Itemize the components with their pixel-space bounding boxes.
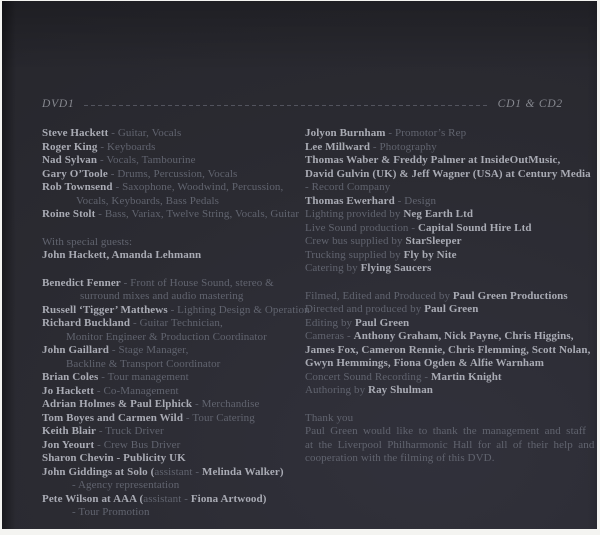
credit-text-role: - Promotor’s Rep bbox=[385, 127, 467, 139]
credit-text-name: StarSleeper bbox=[405, 235, 462, 247]
credit-line bbox=[305, 222, 581, 236]
credit-text-name: John Giddings at Solo ( bbox=[42, 465, 155, 478]
credit-line bbox=[42, 195, 306, 209]
credit-line bbox=[42, 425, 306, 439]
credit-text-name: Nad Sylvan bbox=[42, 154, 98, 166]
credit-line bbox=[42, 412, 306, 426]
credit-line bbox=[42, 277, 306, 291]
credit-text-role: Live Sound production - bbox=[305, 221, 418, 234]
credit-line bbox=[305, 438, 595, 453]
credit-text-role: - Design bbox=[394, 194, 437, 207]
credit-text-name: Ray Shulman bbox=[368, 384, 434, 396]
credit-text-name: Richard Buckland bbox=[42, 317, 131, 329]
credit-text-role: - Tour Promotion bbox=[72, 506, 150, 518]
credit-line bbox=[42, 290, 306, 304]
credit-text-role: Crew bus supplied by bbox=[305, 235, 406, 247]
credit-text-role: Directed and produced by bbox=[305, 303, 425, 315]
credit-text-name: Anthony Graham, Nick Payne, Chris Higgins, bbox=[353, 330, 574, 342]
dvd1-label: DVD1 bbox=[42, 98, 75, 110]
credit-text-name: Neg Earth Ltd bbox=[403, 208, 474, 220]
credit-text-role: - Photography bbox=[370, 140, 437, 153]
credit-text-name: Rob Townsend bbox=[42, 181, 113, 193]
credit-line bbox=[42, 466, 306, 480]
credit-text-name: Brian Coles bbox=[42, 371, 99, 383]
credit-line bbox=[305, 330, 581, 344]
credit-text-name: Roine Stolt bbox=[42, 208, 96, 220]
credit-line bbox=[42, 452, 306, 466]
credits-column-right bbox=[305, 127, 595, 466]
credit-line bbox=[42, 331, 306, 345]
credit-line bbox=[305, 290, 581, 304]
credit-text-name: Paul Green bbox=[424, 303, 479, 315]
credit-text-role: - Keyboards bbox=[97, 140, 156, 153]
credit-line bbox=[305, 154, 581, 168]
credit-line bbox=[42, 168, 306, 182]
credit-line bbox=[305, 262, 581, 276]
credit-line bbox=[42, 249, 306, 263]
credit-text-role: - Co-Management bbox=[94, 384, 179, 397]
credit-text-role: cooperation with the filming of this DVD. bbox=[305, 452, 495, 464]
credit-text-name: Keith Blair bbox=[42, 425, 96, 437]
credit-text-name: Benedict Fenner bbox=[42, 276, 121, 289]
credit-line bbox=[305, 195, 581, 209]
credit-text-name: Russell ‘Tigger’ Matthews bbox=[42, 303, 168, 316]
credit-text-role: Filmed, Edited and Produced by bbox=[305, 289, 453, 302]
credit-text-role: - Record Company bbox=[305, 181, 391, 193]
credit-text-role: - Saxophone, Woodwind, Percussion, bbox=[112, 181, 284, 193]
credit-line bbox=[305, 317, 581, 331]
credit-line bbox=[42, 371, 306, 385]
divider-dashed-line bbox=[84, 105, 489, 106]
credit-line bbox=[305, 235, 581, 249]
credit-text-name: Jolyon Burnham bbox=[305, 127, 386, 139]
credit-text-name: Tom Boyes and Carmen Wild bbox=[42, 411, 184, 424]
credit-text-role: With special guests: bbox=[42, 235, 133, 248]
section-divider bbox=[42, 98, 563, 110]
credit-line bbox=[305, 303, 581, 317]
credit-text-role: - Agency representation bbox=[72, 479, 180, 491]
credit-line bbox=[305, 412, 581, 426]
credit-text-role: Paul Green would like to thank the management and staff bbox=[305, 425, 587, 437]
credit-text-name: David Gulvin (UK) & Jeff Wagner (USA) at Century Media bbox=[305, 167, 591, 180]
credit-line bbox=[305, 167, 591, 182]
credit-text-role: - Drums, Percussion, Vocals bbox=[107, 167, 238, 180]
credit-text-name: Melinda Walker) bbox=[201, 465, 284, 478]
credit-text-name: Sharon Chevin - Publicity UK bbox=[42, 452, 186, 464]
credit-text-name: Gary O’Toole bbox=[42, 167, 108, 180]
credit-line bbox=[305, 357, 581, 371]
credit-text-name: Roger King bbox=[42, 140, 98, 153]
credit-text-name: Paul Green bbox=[355, 316, 410, 329]
credit-line bbox=[305, 141, 581, 155]
credit-text-name: Gwyn Hemmings, Fiona Ogden & Alfie Warnham bbox=[305, 357, 544, 369]
credit-text-role: - Tour Catering bbox=[183, 411, 255, 424]
credit-text-role: Monitor Engineer & Production Coordinator bbox=[66, 330, 267, 343]
credit-text-role: Catering by bbox=[305, 262, 361, 274]
credit-text-name: Flying Saucers bbox=[360, 262, 432, 274]
credit-line bbox=[42, 236, 306, 250]
credit-text-name: Fiona Artwood) bbox=[190, 492, 267, 505]
credit-text-role: - Front of House Sound, stereo & bbox=[120, 276, 274, 289]
credit-line bbox=[42, 358, 306, 372]
credit-text-name: Thomas Ewerhard bbox=[305, 194, 395, 207]
credit-text-role: Concert Sound Recording - bbox=[305, 370, 432, 383]
credit-text-name: Pete Wilson at AAA ( bbox=[42, 492, 144, 505]
credit-text-role: assistant - bbox=[154, 465, 202, 478]
credit-line bbox=[305, 452, 581, 466]
credit-text-name: Thomas Waber & Freddy Palmer at InsideOutMusic, bbox=[305, 154, 561, 166]
credit-text-name: Fly by Nite bbox=[403, 248, 457, 261]
credit-text-name: Adrian Holmes & Paul Elphick bbox=[42, 398, 193, 410]
credit-text-role: - Vocals, Tambourine bbox=[97, 154, 196, 166]
credit-line bbox=[305, 181, 581, 195]
credit-text-role: - Tour management bbox=[98, 371, 189, 383]
credit-line bbox=[42, 344, 306, 358]
credit-text-role: - Guitar Technician, bbox=[130, 317, 223, 329]
credit-line bbox=[42, 398, 306, 412]
credit-line bbox=[42, 181, 306, 195]
credit-text-role: Cameras - bbox=[305, 330, 354, 342]
credit-text-role: Lighting provided by bbox=[305, 208, 404, 220]
credit-line bbox=[42, 479, 306, 493]
credit-line bbox=[42, 208, 306, 222]
credit-line bbox=[42, 493, 306, 507]
credit-line bbox=[42, 439, 306, 453]
credits-column-left bbox=[42, 127, 310, 520]
credit-line bbox=[42, 303, 310, 318]
credit-text-name: Martin Knight bbox=[431, 370, 502, 383]
credit-line bbox=[305, 127, 581, 141]
credit-text-role: - Crew Bus Driver bbox=[94, 438, 181, 451]
credit-line bbox=[42, 127, 306, 141]
credit-line bbox=[305, 249, 581, 263]
credit-text-name: Jon Yeourt bbox=[42, 438, 95, 451]
credit-text-role: assistant - bbox=[143, 492, 191, 505]
credit-line bbox=[42, 506, 306, 520]
credit-text-name: John Gaillard bbox=[42, 344, 110, 356]
credit-text-name: Paul Green Productions bbox=[452, 289, 568, 302]
credit-text-role: - Lighting Design & Operation bbox=[167, 303, 310, 316]
credit-text-role: - Truck Driver bbox=[95, 425, 164, 437]
credit-line bbox=[305, 208, 581, 222]
credit-line bbox=[42, 141, 306, 155]
credit-text-role: Authoring by bbox=[305, 384, 369, 396]
credit-text-role: - Stage Manager, bbox=[109, 344, 189, 356]
cd1-cd2-label: CD1 & CD2 bbox=[497, 98, 563, 110]
credit-text-role: Backline & Transport Coordinator bbox=[66, 357, 221, 370]
credit-text-role: at the Liverpool Philharmonic Hall for all of their help and bbox=[305, 438, 595, 451]
credit-text-name: James Fox, Cameron Rennie, Chris Flemming, Scott Nolan, bbox=[305, 343, 591, 356]
credit-text-name: Jo Hackett bbox=[42, 384, 95, 397]
credit-text-role: - Merchandise bbox=[192, 398, 260, 410]
credit-text-role: - Bass, Variax, Twelve String, Vocals, Guitar bbox=[95, 208, 300, 220]
credit-text-role: Trucking supplied by bbox=[305, 248, 404, 261]
credit-text-role: surround mixes and audio mastering bbox=[80, 290, 244, 302]
credit-text-role: Thank you bbox=[305, 411, 354, 424]
credit-text-role: Vocals, Keyboards, Bass Pedals bbox=[76, 194, 220, 207]
credit-line bbox=[305, 425, 587, 439]
credit-line bbox=[305, 343, 591, 358]
credit-line bbox=[42, 385, 306, 399]
credit-line bbox=[305, 384, 581, 398]
credit-text-role: - Guitar, Vocals bbox=[108, 127, 182, 139]
credit-text-name: Steve Hackett bbox=[42, 127, 109, 139]
credit-text-name: Lee Millward bbox=[305, 140, 371, 153]
credit-line bbox=[42, 154, 306, 168]
credit-text-role: Editing by bbox=[305, 316, 355, 329]
credit-line bbox=[305, 371, 581, 385]
credit-line bbox=[42, 317, 306, 331]
booklet-credits-panel bbox=[2, 1, 597, 529]
credit-text-name: John Hackett, Amanda Lehmann bbox=[42, 249, 202, 261]
credit-text-name: Capital Sound Hire Ltd bbox=[418, 221, 532, 234]
